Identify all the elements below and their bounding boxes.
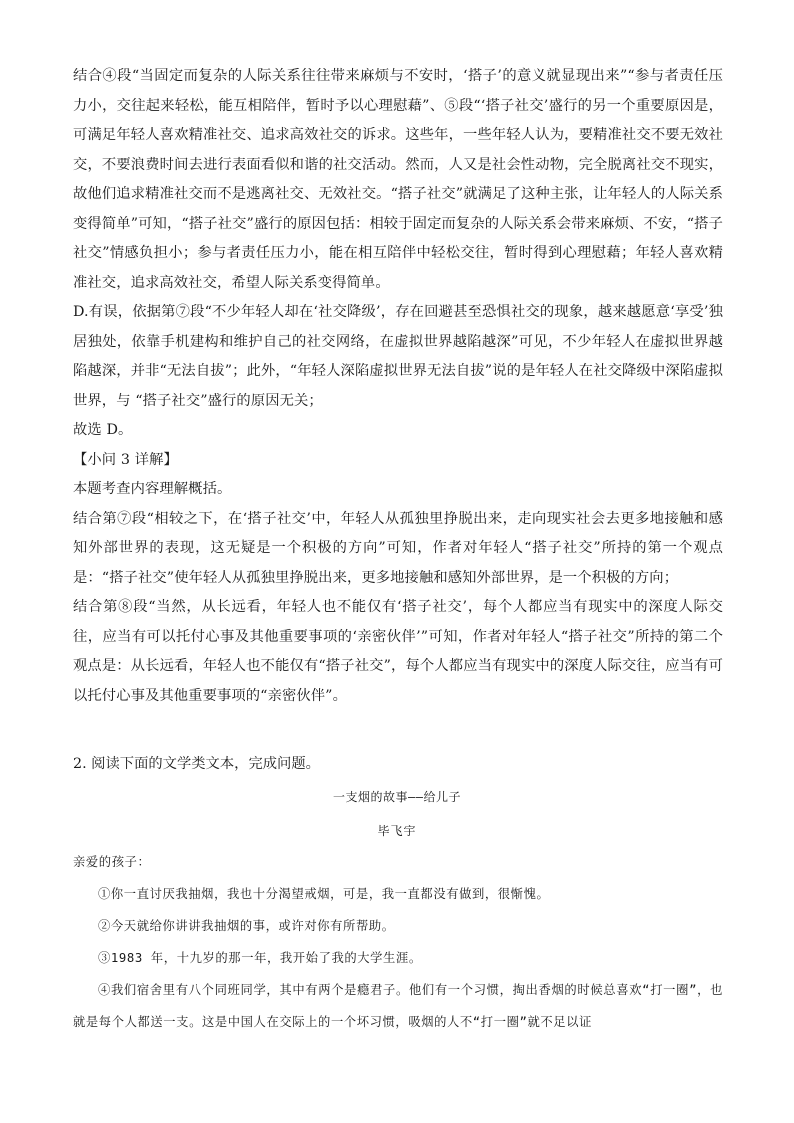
- story-salutation: 亲爱的孩子：: [73, 855, 151, 869]
- story-paragraph-3: ③1983 年，十九岁的那一年，我开始了我的大学生涯。: [98, 951, 422, 965]
- answer-conclusion: 故选 D。: [73, 422, 133, 438]
- subquestion-3-heading: 【小问 3 详解】: [73, 451, 178, 468]
- story-paragraph-2: ②今天就给你讲讲我抽烟的事，或许对你有所帮助。: [98, 919, 395, 933]
- story-paragraph-1: ①你一直讨厌我抽烟，我也十分渴望戒烟，可是，我一直都没有做到，很惭愧。: [98, 887, 550, 901]
- story-paragraph-4: ④我们宿舍里有八个同班同学，其中有两个是瘾君子。他们有一个习惯，掏出香烟的时候总喜欢“打一圈”，也就是每个人都送一支。这是中国人在交际上的一个坏习惯，吸烟的人不“打一圈”就不足以证: [73, 983, 723, 1029]
- answer-paragraph-option-d: D.有误，依据第⑦段“不少年轻人却在‘社交降级’，存在回避甚至恐惧社交的现象，越来越愿意‘享受’独居独处，依靠手机建构和维护自己的社交网络，在虚拟世界越陷越深”可见，不少年轻人在虚拟世界越陷越深，并非“无法自拔”；此外，“年轻人深陷虚拟世界无法自拔”说的是年轻人在社交降级中深陷虚拟世界，与 “搭子社交”盛行的原因无关；: [73, 304, 723, 409]
- question-type-note: 本题考查内容理解概括。: [73, 481, 232, 497]
- story-title: 一支烟的故事——给儿子: [333, 790, 461, 804]
- answer-paragraph-analysis: 结合④段“当固定而复杂的人际关系往往带来麻烦与不安时，‘搭子’的意义就显现出来”“参与者责任压力小，交往起来轻松，能互相陪伴，暂时予以心理慰藉”、⑤段“‘搭子社交’盛行的另一个重要原因是，可满足年轻人喜欢精准社交、追求高效社交的诉求。这些年，一些年轻人认为，要精准社交不要无效社交，不要浪费时间去进行表面看似和谐的社交活动。然而，人又是社会性动物，完全脱离社交不现实，故他们追求精准社交而不是逃离社交、无效社交。“搭子社交”就满足了这种主张，让年轻人的人际关系变得简单”可知，“搭子社交”盛行的原因包括：相较于固定而复杂的人际关系会带来麻烦、不安，“搭子社交”情感负担小；参与者责任压力小，能在相互陪伴中轻松交往，暂时得到心理慰藉；年轻人喜欢精准社交，追求高效社交，希望人际关系变得简单。: [73, 68, 723, 291]
- story-author: 毕飞宇: [377, 824, 417, 838]
- answer-section: [73, 62, 723, 711]
- story-body: [73, 846, 723, 1038]
- answer-paragraph-view-2: 结合第⑧段“当然，从长远看，年轻人也不能仅有‘搭子社交’，每个人都应当有现实中的深度人际交往，应当有可以托付心事及其他重要事项的‘亲密伙伴’”可知，作者对年轻人“搭子社交”所持的第二个观点是：从长远看，年轻人也不能仅有“搭子社交”，每个人都应当有现实中的深度人际交往，应当有可以托付心事及其他重要事项的“亲密伙伴”。: [73, 599, 723, 704]
- answer-paragraph-view-1: 结合第⑦段“相较之下，在‘搭子社交’中，年轻人从孤独里挣脱出来，走向现实社会去更多地接触和感知外部世界的表现，这无疑是一个积极的方向”可知，作者对年轻人“搭子社交”所持的第一个观点是：“搭子社交”使年轻人从孤独里挣脱出来，更多地接触和感知外部世界，是一个积极的方向；: [73, 510, 723, 586]
- question-2-prompt: 2. 阅读下面的文学类文本，完成问题。: [73, 756, 320, 772]
